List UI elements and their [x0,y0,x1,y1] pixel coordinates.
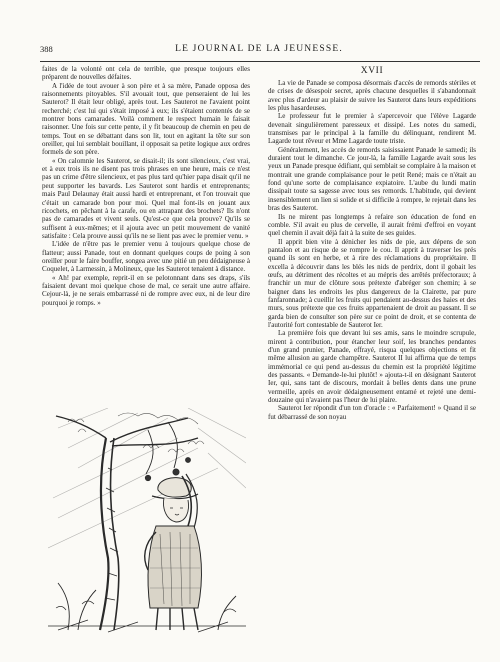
paragraph: faites de la volonté ont cela de terrible, que presque toujours elles préparent de nouvelles défaites. [42,65,250,82]
engraving-boy-under-plum-tree [48,408,246,634]
header-rule [40,61,480,62]
paragraph: Il apprit bien vite à dénicher les nids de pie, aux dépens de son pantalon et au risque de se rompre le cou. Il apprit à traverser les prés quand ils sont en herbe, et à rire des réclamations du propriétaire. Il excella à découvrir dans les blés les nids de perdrix, dont il gobait les œufs, au détriment des récoltes et au mépris des arrêtés préfectoraux; à franchir un mur de clôture sous prétexte d'abréger son chemin; à se baigner dans les endroits les plus dangereux de la Clairette, par pure fanfaronnade; à cueillir les fruits qui pendaient au-dessus des haies et des murs, sous prétexte que ces fruits appartenaient de droit au passant. Il se garda bien de consulter son père sur ce point de droit, et se contenta de l'autorité fort contestable de Sauterot Ier. [268,237,476,329]
left-column [42,65,250,307]
paragraph: La première fois que devant lui ses amis, sans le moindre scrupule, mirent à contribution, pour étancher leur soif, les branches pendantes d'un grand prunier, Panade, effrayé, risqua quelques objections et fit même allusion au garde champêtre. Sauterot II lui affirma que de temps immémorial ce qui pend au-dessus du chemin est la propriété légitime des passants. « Demande-le-lui plutôt! » ajouta-t-il en désignant Sauterot Ier, qui, sans tant de discours, mordait à belles dents dans une prune vermeille, après en avoir dédaigneusement entamé et rejeté une demi-douzaine qui n'avaient pas l'heur de lui plaire. [268,329,476,405]
chapter-heading: XVII [360,66,384,76]
paragraph: « On calomnie les Sauterot, se disait-il; ils sont silencieux, c'est vrai, et à eux trois ils ne disent pas trois phrases en une heure, mais ce n'est pas un crime d'être silencieux, et pas plus tard qu'hier papa disait qu'il ne peut supporter les bavards. Les Sauterot sont hardis et entreprenants; mais Paul Delaunay était aussi hardi et entreprenant, et l'on trouvait que c'était un camarade bon pour moi. Quel mal font-ils en jouant aux ricochets, en pêchant à la carafe, ou en attrapant des brochets? Ils n'ont pas de camarades et vivent seuls. Qu'est-ce que cela prouve? Qu'ils se suffisent à eux-mêmes; et il ajouta avec un petit mouvement de vanité satisfaite : Cela prouve aussi qu'ils ne se lient pas avec le premier venu. » [42,156,250,240]
paragraph: Généralement, les accès de remords saisissaient Panade le samedi; ils duraient tout le dimanche. Ce jour-là, la famille Lagarde avait sous les yeux un Panade presque édifiant, qui semblait se complaire à la maison et montrait une grande complaisance pour le petit René; mais ce n'était au fond qu'une sorte de complaisance expiatoire. L'aube du lundi matin dissipait toute sa sagesse avec tous ses remords. L'habitude, qui devient insensiblement un lien si solide et si difficile à rompre, le rejetait dans les bras des Sauterot. [268,145,477,213]
paragraph: Le professeur fut le premier à s'apercevoir que l'élève Lagarde devenait singulièrement paresseux et dissipé. Les notes du samedi, transmises par le principal à la famille du délinquant, rendirent M. Lagarde tout rêveur et Mme Lagarde toute triste. [268,112,476,146]
paragraph: L'idée de n'être pas le premier venu à toujours quelque chose de flatteur; aussi Panade, tout en donnant quelques coups de poing à son oreiller pour le faire bouffer, songea avec une pitié un peu dédaigneuse à Coquelet, à Larmessin, à Molineux, que les Sauterot tenaient à distance. [42,240,250,274]
journal-title: LE JOURNAL DE LA JEUNESSE. [175,44,343,54]
paragraph: Ils ne mirent pas longtemps à refaire son éducation de fond en comble. S'il avait eu plus de cervelle, il aurait frémi d'effroi en voyant quel chemin il avait déjà fait à la suite de ses guides. [268,212,476,238]
page-number: 388 [40,44,53,54]
page-header [40,44,478,58]
right-column [268,79,476,421]
paragraph: La vie de Panade se composa désormais d'accès de remords stériles et de crises de désespoir secret, après chacune desquelles il s'abandonnait avec plus d'ardeur au plaisir de suivre les Sauterot dans leurs expéditions les plus hasardeuses. [268,79,476,113]
paragraph: Sauterot Ier répondit d'un ton d'oracle : « Parfaitement! » Quand il se fut débarrassé de son noyau [268,404,476,421]
paragraph: A l'idée de tout avouer à son père et à sa mère, Panade opposa des raisonnements pitoyables. S'il avouait tout, que penseraient de lui les Sauterot? Il était leur obligé, après tout. Les Sauterot ne l'avaient point recherché; c'est lui qui s'était imposé à eux; ils s'étaient contentés de se montrer bons camarades. Voilà comment le respect humain le faisait raisonner. Une fois sur cette pente, il y fit beaucoup de chemin en peu de temps. Tout en se débattant dans son lit, tout en agitant la tête sur son oreiller, qui lui semblait bouillant, il opposait sa petite logique aux ordres formels de son père. [42,81,250,157]
paragraph: « Ah! par exemple, reprit-il en se pelotonnant dans ses draps, s'ils faisaient devant moi quelque chose de mal, ce serait une autre affaire. Cejour-là, je ne serais embarrassé ni de rompre avec eux, ni de leur dire pourquoi je romps. » [42,273,250,307]
engraving-illustration [48,408,246,634]
